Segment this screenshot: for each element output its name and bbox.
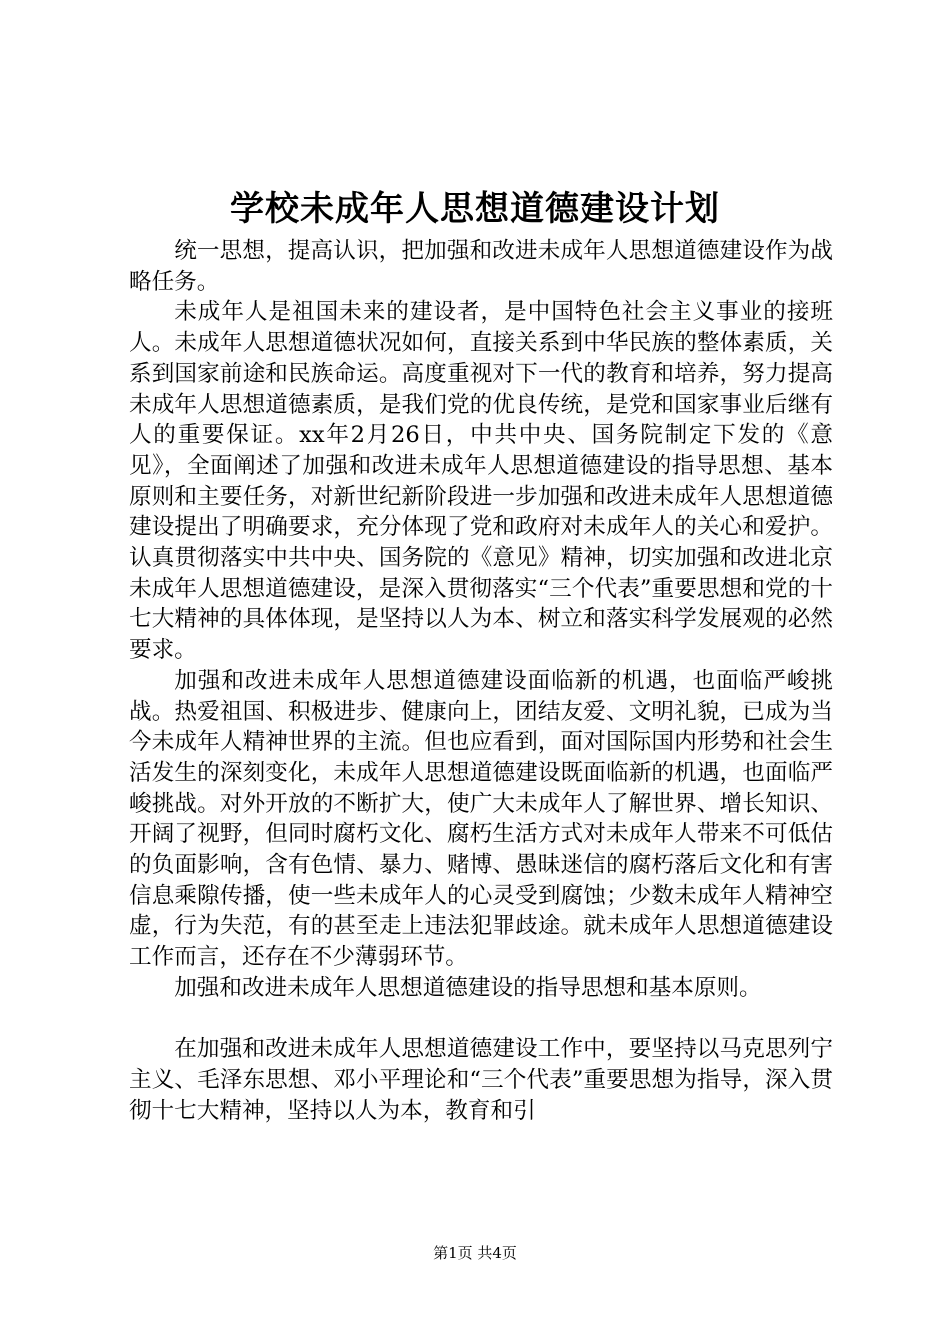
paragraph-3: 加强和改进未成年人思想道德建设面临新的机遇，也面临严峻挑战。热爱祖国、积极进步、健康向上，团结友爱、文明礼貌，已成为当今未成年人精神世界的主流。但也应看到，面对国际国内形势和社会生活发生的深刻变化，未成年人思想道德建设既面临新的机遇，也面临严峻挑战。对外开放的不断扩大，使广大未成年人了解世界、增长知识、开阔了视野，但同时腐朽文化、腐朽生活方式对未成年人带来不可低估的负面影响，含有色情、暴力、赌博、愚昧迷信的腐朽落后文化和有害信息乘隙传播，使一些未成年人的心灵受到腐蚀；少数未成年人精神空虚，行为失范，有的甚至走上违法犯罪歧途。就未成年人思想道德建设工作而言，还存在不少薄弱环节。	[129, 667, 833, 971]
document-body	[129, 236, 833, 1126]
paragraph-5: 在加强和改进未成年人思想道德建设工作中，要坚持以马克思列宁主义、毛泽东思想、邓小平理论和“三个代表”重要思想为指导，深入贯彻十七大精神，坚持以人为本，教育和引	[129, 1036, 833, 1124]
paragraph-4: 加强和改进未成年人思想道德建设的指导思想和基本原则。	[174, 974, 762, 1001]
paragraph-2: 未成年人是祖国未来的建设者，是中国特色社会主义事业的接班人。未成年人思想道德状况如何，直接关系到中华民族的整体素质，关系到国家前途和民族命运。高度重视对下一代的教育和培养，努力提高未成年人思想道德素质，是我们党的优良传统，是党和国家事业后继有人的重要保证。xx年2月26日，中共中央、国务院制定下发的《意见》，全面阐述了加强和改进未成年人思想道德建设的指导思想、基本原则和主要任务，对新世纪新阶段进一步加强和改进未成年人思想道德建设提出了明确要求，充分体现了党和政府对未成年人的关心和爱护。认真贯彻落实中共中央、国务院的《意见》精神，切实加强和改进北京未成年人思想道德建设，是深入贯彻落实“三个代表”重要思想和党的十七大精神的具体体现，是坚持以人为本、树立和落实科学发展观的必然要求。	[129, 299, 833, 664]
page-footer: 第1页 共4页	[433, 1244, 517, 1262]
paragraph-1: 统一思想，提高认识，把加强和改进未成年人思想道德建设作为战略任务。	[129, 238, 833, 295]
document-title: 学校未成年人思想道德建设计划	[230, 189, 720, 229]
